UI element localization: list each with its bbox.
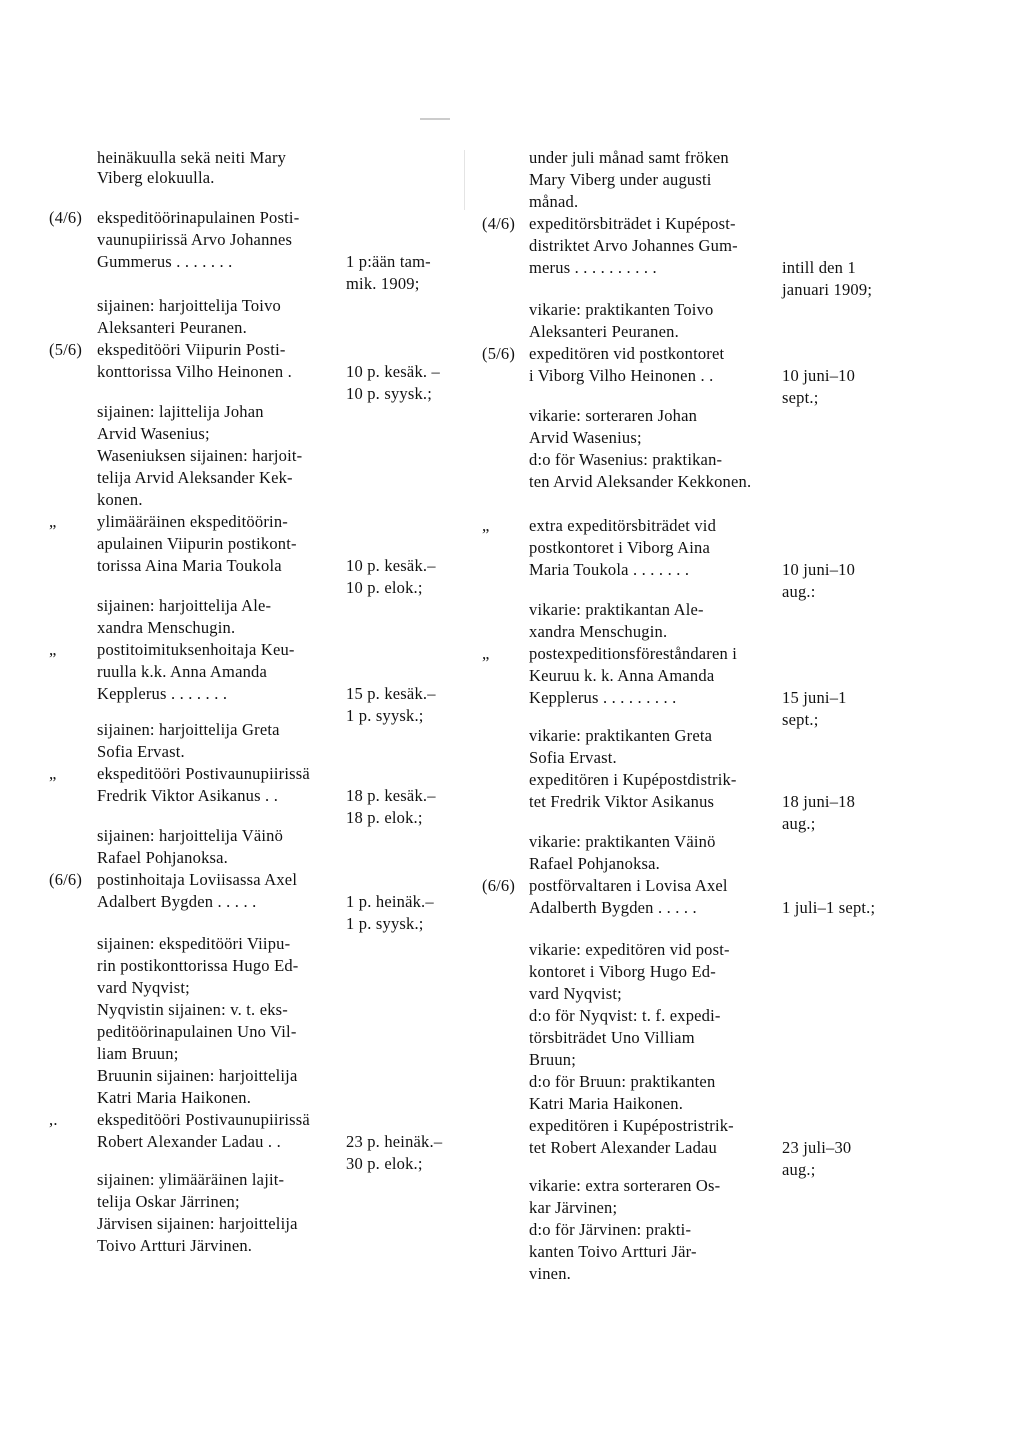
swedish-text-line: postkontoret i Viborg Aina xyxy=(529,538,710,557)
finnish-text-line: telija Oskar Järrinen; xyxy=(97,1192,240,1211)
finnish-text-line: Viberg elokuulla. xyxy=(97,168,215,187)
swedish-text-line: under juli månad samt fröken xyxy=(529,148,729,167)
finnish-text-line: sijainen: harjoittelija Väinö xyxy=(97,826,284,845)
column-gutter xyxy=(464,150,465,210)
swedish-text-line: Kepplerus . . . . . . . . . xyxy=(529,688,677,707)
scan-artifact xyxy=(420,118,450,120)
swedish-text-line: vard Nyqvist; xyxy=(529,984,622,1003)
swedish-margin-mark: (5/6) xyxy=(482,344,516,363)
finnish-date-line: 18 p. kesäk.– xyxy=(346,786,436,805)
finnish-text-line: Arvid Wasenius; xyxy=(97,424,210,443)
swedish-text-line: vikarie: praktikanten Väinö xyxy=(529,832,716,851)
finnish-text-line: Waseniuksen sijainen: harjoit- xyxy=(97,446,303,465)
swedish-text-line: vikarie: sorteraren Johan xyxy=(529,406,698,425)
swedish-text-line: ten Arvid Aleksander Kekkonen. xyxy=(529,472,752,491)
finnish-text-line: konttorissa Vilho Heinonen . xyxy=(97,362,292,381)
swedish-date-line: 1 juli–1 sept.; xyxy=(782,898,876,917)
finnish-text-line: sijainen: ylimääräinen lajit- xyxy=(97,1170,285,1189)
swedish-text-line: Sofia Ervast. xyxy=(529,748,617,767)
swedish-text-line: Maria Toukola . . . . . . . xyxy=(529,560,690,579)
finnish-text-line: xandra Menschugin. xyxy=(97,618,236,637)
swedish-date-line: 10 juni–10 xyxy=(782,366,856,385)
finnish-date-line: 1 p. heinäk.– xyxy=(346,892,434,911)
swedish-date-line: sept.; xyxy=(782,710,819,729)
finnish-text-line: ylimääräinen ekspeditöörin- xyxy=(97,512,288,531)
swedish-text-line: vikarie: praktikanten Greta xyxy=(529,726,713,745)
finnish-date-line: 15 p. kesäk.– xyxy=(346,684,436,703)
swedish-text-line: expeditören i Kupépostristrik- xyxy=(529,1116,734,1135)
swedish-date-line: 23 juli–30 xyxy=(782,1138,852,1157)
finnish-text-line: postitoimituksenhoitaja Keu- xyxy=(97,640,295,659)
swedish-date-line: sept.; xyxy=(782,388,819,407)
swedish-text-line: kontoret i Viborg Hugo Ed- xyxy=(529,962,716,981)
swedish-text-line: vikarie: extra sorteraren Os- xyxy=(529,1176,721,1195)
finnish-date-line: 10 p. kesäk.– xyxy=(346,556,436,575)
swedish-text-line: postförvaltaren i Lovisa Axel xyxy=(529,876,728,895)
swedish-text-line: törsbiträdet Uno Villiam xyxy=(529,1028,695,1047)
swedish-text-line: vikarie: expeditören vid post- xyxy=(529,940,730,959)
finnish-date-line: 18 p. elok.; xyxy=(346,808,423,827)
finnish-text-line: sijainen: harjoittelija Ale- xyxy=(97,596,272,615)
finnish-text-line: torissa Aina Maria Toukola xyxy=(97,556,282,575)
swedish-date-line: aug.; xyxy=(782,814,816,833)
swedish-date-line: januari 1909; xyxy=(782,280,873,299)
swedish-text-line: Aleksanteri Peuranen. xyxy=(529,322,679,341)
finnish-text-line: ekspeditöörinapulainen Posti- xyxy=(97,208,300,227)
swedish-date-line: 15 juni–1 xyxy=(782,688,847,707)
finnish-text-line: Kepplerus . . . . . . . xyxy=(97,684,228,703)
finnish-text-line: Fredrik Viktor Asikanus . . xyxy=(97,786,279,805)
swedish-text-line: xandra Menschugin. xyxy=(529,622,668,641)
finnish-text-line: sijainen: harjoittelija Toivo xyxy=(97,296,281,315)
finnish-text-line: heinäkuulla sekä neiti Mary xyxy=(97,148,287,167)
swedish-text-line: månad. xyxy=(529,192,579,211)
finnish-date-line: 10 p. elok.; xyxy=(346,578,423,597)
swedish-text-line: kar Järvinen; xyxy=(529,1198,618,1217)
finnish-text-line: sijainen: harjoittelija Greta xyxy=(97,720,280,739)
finnish-text-line: apulainen Viipurin postikont- xyxy=(97,534,297,553)
swedish-text-line: postexpeditionsföreståndaren i xyxy=(529,644,738,663)
finnish-text-line: rin postikonttorissa Hugo Ed- xyxy=(97,956,299,975)
swedish-date-line: aug.: xyxy=(782,582,816,601)
finnish-text-line: Järvisen sijainen: harjoittelija xyxy=(97,1214,298,1233)
finnish-date-line: 30 p. elok.; xyxy=(346,1154,423,1173)
finnish-text-line: postinhoitaja Loviisassa Axel xyxy=(97,870,298,889)
finnish-text-line: peditöörinapulainen Uno Vil- xyxy=(97,1022,297,1041)
finnish-date-line: 10 p. syysk.; xyxy=(346,384,433,403)
finnish-text-line: vard Nyqvist; xyxy=(97,978,190,997)
finnish-text-line: Bruunin sijainen: harjoittelija xyxy=(97,1066,298,1085)
finnish-date-line: 1 p. syysk.; xyxy=(346,706,424,725)
finnish-margin-mark: (4/6) xyxy=(49,208,83,227)
finnish-text-line: ekspeditööri Viipurin Posti- xyxy=(97,340,286,359)
swedish-text-line: tet Fredrik Viktor Asikanus xyxy=(529,792,715,811)
swedish-margin-mark: (4/6) xyxy=(482,214,516,233)
swedish-text-line: extra expeditörsbiträdet vid xyxy=(529,516,717,535)
finnish-text-line: Rafael Pohjanoksa. xyxy=(97,848,228,867)
swedish-text-line: expeditörsbiträdet i Kupépost- xyxy=(529,214,736,233)
finnish-text-line: ekspeditööri Postivaunupiirissä xyxy=(97,764,310,783)
swedish-text-line: Arvid Wasenius; xyxy=(529,428,642,447)
finnish-margin-mark: „ xyxy=(49,512,57,531)
finnish-margin-mark: (6/6) xyxy=(49,870,83,889)
swedish-text-line: vikarie: praktikantan Ale- xyxy=(529,600,704,619)
finnish-date-line: 10 p. kesäk. – xyxy=(346,362,440,381)
finnish-text-line: liam Bruun; xyxy=(97,1044,179,1063)
finnish-date-line: 23 p. heinäk.– xyxy=(346,1132,443,1151)
swedish-text-line: tet Robert Alexander Ladau xyxy=(529,1138,718,1157)
finnish-text-line: telija Arvid Aleksander Kek- xyxy=(97,468,293,487)
swedish-text-line: vikarie: praktikanten Toivo xyxy=(529,300,714,319)
swedish-text-line: kanten Toivo Artturi Jär- xyxy=(529,1242,697,1261)
finnish-text-line: Robert Alexander Ladau . . xyxy=(97,1132,281,1151)
finnish-margin-mark: „ xyxy=(49,764,57,783)
finnish-text-line: Nyqvistin sijainen: v. t. eks- xyxy=(97,1000,288,1019)
finnish-text-line: Toivo Artturi Järvinen. xyxy=(97,1236,253,1255)
finnish-margin-mark: (5/6) xyxy=(49,340,83,359)
swedish-text-line: expeditören i Kupépostdistrik- xyxy=(529,770,737,789)
finnish-margin-mark: „ xyxy=(49,640,57,659)
swedish-text-line: d:o för Järvinen: prakti- xyxy=(529,1220,692,1239)
swedish-text-line: Adalberth Bygden . . . . . xyxy=(529,898,697,917)
swedish-text-line: i Viborg Vilho Heinonen . . xyxy=(529,366,714,385)
swedish-text-line: Keuruu k. k. Anna Amanda xyxy=(529,666,715,685)
swedish-text-line: d:o för Nyqvist: t. f. expedi- xyxy=(529,1006,721,1025)
swedish-text-line: d:o för Wasenius: praktikan- xyxy=(529,450,723,469)
finnish-text-line: Sofia Ervast. xyxy=(97,742,185,761)
finnish-text-line: konen. xyxy=(97,490,143,509)
finnish-text-line: sijainen: ekspeditööri Viipu- xyxy=(97,934,291,953)
swedish-date-line: intill den 1 xyxy=(782,258,856,277)
finnish-margin-mark: ,. xyxy=(49,1110,58,1129)
swedish-date-line: 10 juni–10 xyxy=(782,560,856,579)
swedish-text-line: Bruun; xyxy=(529,1050,577,1069)
finnish-date-line: 1 p:ään tam- xyxy=(346,252,431,271)
swedish-text-line: Mary Viberg under augusti xyxy=(529,170,712,189)
swedish-date-line: 18 juni–18 xyxy=(782,792,856,811)
finnish-date-line: 1 p. syysk.; xyxy=(346,914,424,933)
swedish-text-line: Katri Maria Haikonen. xyxy=(529,1094,684,1113)
swedish-text-line: Rafael Pohjanoksa. xyxy=(529,854,660,873)
finnish-text-line: sijainen: lajittelija Johan xyxy=(97,402,264,421)
swedish-margin-mark: (6/6) xyxy=(482,876,516,895)
swedish-text-line: vinen. xyxy=(529,1264,571,1283)
finnish-text-line: ruulla k.k. Anna Amanda xyxy=(97,662,268,681)
finnish-text-line: Adalbert Bygden . . . . . xyxy=(97,892,257,911)
finnish-text-line: Gummerus . . . . . . . xyxy=(97,252,233,271)
swedish-text-line: merus . . . . . . . . . . xyxy=(529,258,657,277)
swedish-text-line: expeditören vid postkontoret xyxy=(529,344,725,363)
finnish-text-line: ekspeditööri Postivaunupiirissä xyxy=(97,1110,310,1129)
swedish-text-line: d:o för Bruun: praktikanten xyxy=(529,1072,716,1091)
swedish-date-line: aug.; xyxy=(782,1160,816,1179)
finnish-text-line: Katri Maria Haikonen. xyxy=(97,1088,252,1107)
finnish-date-line: mik. 1909; xyxy=(346,274,420,293)
finnish-text-line: vaunupiirissä Arvo Johannes xyxy=(97,230,293,249)
finnish-text-line: Aleksanteri Peuranen. xyxy=(97,318,247,337)
swedish-margin-mark: „ xyxy=(482,644,490,663)
swedish-text-line: distriktet Arvo Johannes Gum- xyxy=(529,236,738,255)
swedish-margin-mark: „ xyxy=(482,516,490,535)
